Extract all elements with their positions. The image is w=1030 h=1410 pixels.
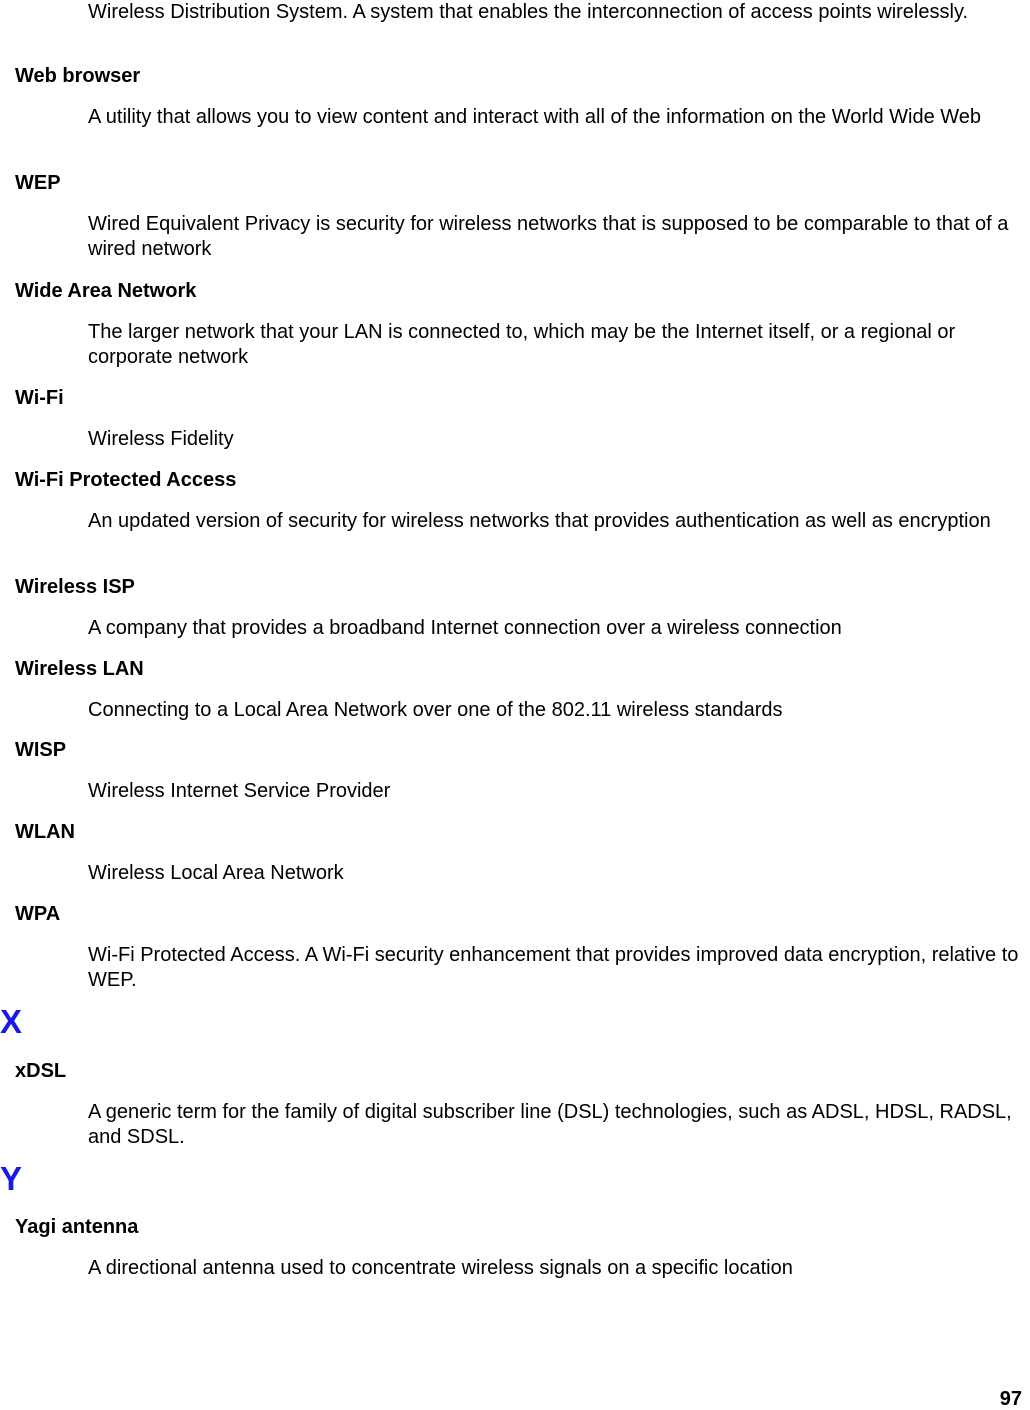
term-wireless-isp: Wireless ISP [15,576,135,598]
term-wisp: WISP [15,739,67,761]
term-wep: WEP [15,172,61,194]
term-wlan: WLAN [15,821,75,843]
definition-wide-area-network: The larger network that your LAN is connected to, which may be the Internet itself, or a regional or corporate network [88,321,956,368]
section-letter-x: X [0,1003,23,1040]
definition-wireless-isp: A company that provides a broadband Internet connection over a wireless connection [88,617,842,639]
definition-wi-fi-protected-access: An updated version of security for wireless networks that provides authentication as well as encryption [88,510,991,532]
term-wi-fi-protected-access: Wi-Fi Protected Access [15,469,237,491]
term-yagi-antenna: Yagi antenna [15,1216,139,1238]
term-wireless-lan: Wireless LAN [15,658,144,680]
definition-wep: Wired Equivalent Privacy is security for wireless networks that is supposed to be comparable to that of a wired network [88,213,1009,260]
term-web-browser: Web browser [15,65,141,87]
definition-web-browser: A utility that allows you to view content and interact with all of the information on the World Wide Web [88,106,982,128]
definition-wisp: Wireless Internet Service Provider [88,780,391,802]
definition-wi-fi: Wireless Fidelity [88,428,234,450]
section-letter-y: Y [0,1160,23,1197]
term-xdsl: xDSL [15,1060,67,1082]
definition-yagi-antenna: A directional antenna used to concentrate wireless signals on a specific location [88,1257,793,1279]
definition-wpa: Wi-Fi Protected Access. A Wi-Fi security enhancement that provides improved data encryption, relative to WEP. [88,944,1019,991]
term-wpa: WPA [15,903,61,925]
definition-xdsl: A generic term for the family of digital subscriber line (DSL) technologies, such as ADSL, HDSL, RADSL, and SDSL. [88,1101,1012,1148]
definition-wireless-lan: Connecting to a Local Area Network over one of the 802.11 wireless standards [88,699,783,721]
term-wi-fi: Wi-Fi [15,387,64,409]
definition-wds: Wireless Distribution System. A system that enables the interconnection of access points wirelessly. [88,1,969,23]
term-wide-area-network: Wide Area Network [15,280,197,302]
page-number: 97 [999,1388,1022,1410]
definition-wlan: Wireless Local Area Network [88,862,344,884]
